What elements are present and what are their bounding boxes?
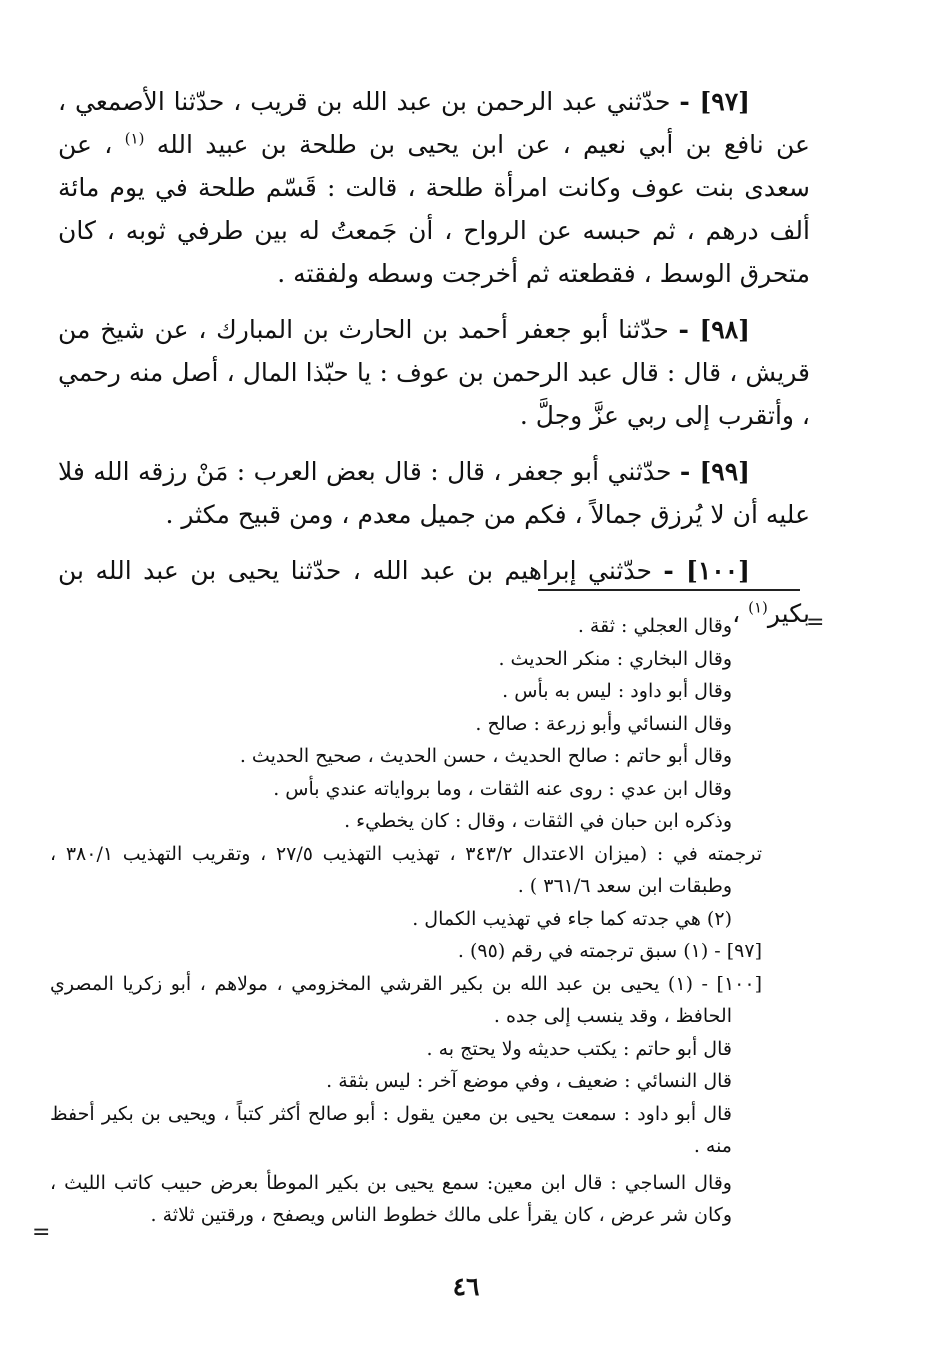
footnote-line: وقال أبو داود : ليس به بأس .	[502, 680, 732, 702]
entry-number: [١٠٠] -	[663, 556, 750, 585]
footnote-line: وقال النسائي وأبو زرعة : صالح .	[475, 712, 732, 735]
entry-text: حدّثنا أبو جعفر أحمد بن الحارث بن المبارك ، عن شيخ من قريش ، قال : قال عبد الرحمن بن عوف : يا حبّذا المال ، أصل منه رحمي ، وأتقرب إلى ربي عزَّ وجلَّ .	[58, 315, 810, 430]
entry-number: [٩٨] -	[678, 315, 750, 344]
entry-98	[58, 308, 810, 437]
entry-number: [٩٩] -	[679, 457, 750, 486]
page-number: ٤٦	[452, 1272, 480, 1301]
footnote-2: (٢) هي جدته كما جاء في تهذيب الكمال .	[412, 907, 732, 930]
entry-text: حدّثني عبد الرحمن بن عبد الله بن قريب ، حدّثنا الأصمعي ، عن نافع بن أبي نعيم ، عن ابن يحيى بن طلحة بن عبيد الله	[58, 87, 810, 159]
entry-text: ،	[732, 599, 749, 628]
footnote-line: قال النسائي : ضعيف ، وفي موضع آخر : ليس بثقة .	[326, 1070, 732, 1092]
entry-99	[58, 450, 810, 536]
entry-text: ، عن سعدى بنت عوف وكانت امرأة طلحة ، قالت : قَسّم طلحة في يوم مائة ألف درهم ، ثم حبسه عن الرواح ، أن جَمعتُ له بين طرفي ثوبه ، كان متحرق الوسط ، فقطعته ثم أخرجت وسطه ولفقته .	[58, 130, 810, 288]
footnote-ref: (١)	[124, 129, 145, 148]
footnote-line: وذكره ابن حبان في الثقات ، وقال : كان يخطيء .	[344, 810, 732, 832]
entry-number: [٩٧] -	[679, 87, 750, 116]
continuation-mark-end: =	[32, 1220, 51, 1245]
footnote-line: قال أبو حاتم : يكتب حديثه ولا يحتج به .	[426, 1037, 732, 1060]
footnote-line: وقال البخاري : منكر الحديث .	[498, 647, 732, 670]
footnote-line: وقال الساجي : قال ابن معين: سمع يحيى بن بكير الموطأ بعرض حبيب كاتب الليث ، وكان شر عرض ، كان يقرأ على مالك خطوط الناس ويصفح ، ورقتين ثلاثة .	[50, 1171, 732, 1226]
footnote-line: وقال ابن عدي : روى عنه الثقات ، وما برواياته عندي بأس .	[273, 777, 732, 800]
footnote-ref: (١)	[748, 598, 768, 617]
entry-97	[58, 80, 810, 295]
entry-text: حدّثني أبو جعفر ، قال : قال بعض العرب : مَنْ رزقه الله فلا عليه أن لا يُرزق جمالاً ، فكم من جميل معدم ، ومن قبيح مكثر .	[58, 457, 810, 529]
main-text	[58, 80, 810, 648]
footnote-line: وقال العجلي : ثقة .	[577, 615, 732, 637]
footnote-translation: ترجمته في : (ميزان الاعتدال ٣٤٣/٢ ، تهذيب التهذيب ٢٧/٥ ، وتقريب التهذيب ٣٨٠/١ ، وطبقات ابن سعد ٣٦١/٦ ) .	[50, 842, 762, 897]
footnote-97-1: [٩٧] - (١) سبق ترجمته في رقم (٩٥) .	[457, 940, 762, 962]
footnote-line: وقال أبو حاتم : صالح الحديث ، حسن الحديث ، صحيح الحديث .	[239, 745, 732, 767]
footnote-line: قال أبو داود : سمعت يحيى بن معين يقول : أبو صالح أكثر كتباً ، ويحيى بن بكير أحفظ منه .	[50, 1102, 732, 1157]
footnote-100-1: [١٠٠] - (١) يحيى بن عبد الله بن بكير القرشي المخزومي ، مولاهم ، أبو زكريا المصري الحافظ ، وقد ينسب إلى جده .	[50, 972, 762, 1027]
continuation-mark: =	[806, 610, 825, 635]
footnotes	[50, 610, 762, 1232]
footnote-separator	[538, 589, 800, 591]
entry-text: حدّثني إبراهيم بن عبد الله ، حدّثنا يحيى بن عبد الله بن بكير	[58, 556, 810, 628]
